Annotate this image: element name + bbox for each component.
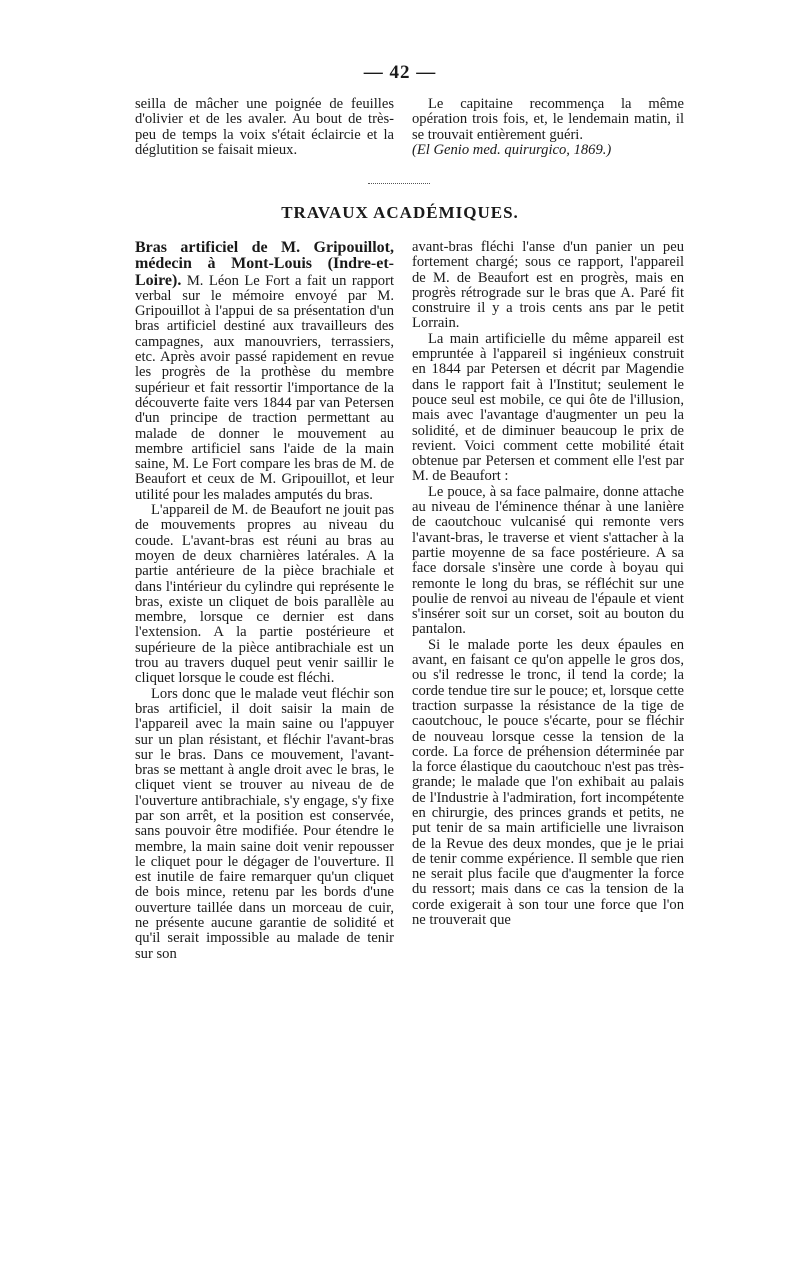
section-title: TRAVAUX ACADÉMIQUES.	[281, 203, 519, 222]
left-paragraph-2: L'appareil de M. de Beaufort ne jouit pas de mouvements propres au niveau du coude. L'avant-bras est réuni au bras au moyen de deux charnières latérales. A la partie antérieure de la pièce brachiale et dans l'intérieur du cylindre qui représente le bras, existe un cliquet de bois parallèle au membre, lorsque ce dernier est dans l'extension. A la partie postérieure et supérieure de la pièce antibrachiale est un trou au travers duquel peut venir saillir le cliquet lorsque le coude est fléchi.	[135, 502, 394, 687]
right-paragraph-3: Le pouce, à sa face palmaire, donne attache au niveau de l'éminence thénar à une lanière de caoutchouc vulcanisé qui remonte vers l'avant-bras, le traverse et vient s'attacher à la partie moyenne de sa face postérieure. A sa face dorsale s'insère une corde à boyau qui remonte le long du bras, se réfléchit sur une poulie de renvoi au niveau de l'épaule et vient s'insérer soit sur un corset, soit au bouton du pantalon.	[412, 483, 684, 638]
right-paragraph-1: avant-bras fléchi l'anse d'un panier un peu fortement chargé; sous ce rapport, l'appareil de M. de Beaufort est en progrès, mais en progrès rétrograde sur le bras que A. Paré fit construire il y a trois cents ans par le petit Lorrain.	[412, 239, 684, 332]
right-paragraph-4: Si le malade porte les deux épaules en avant, en faisant ce qu'on appelle le gros dos, ou s'il redresse le tronc, il tend la corde; la corde tendue tire sur le pouce; et, lorsque cette traction surpasse la résistance de la tige de caoutchouc, le pouce s'écarte, pour se fléchir de nouveau lorsque cesse la tension de la corde. La force de préhension déterminée par la force élastique du caoutchouc n'est pas très-grande; le malade que l'on exhibait au palais de l'Industrie à l'admiration, fort incompétente en chirurgie, des princes grands et petits, ne put tenir de sa main artificielle une livraison de la Revue des deux mondes, que je le priai de tenir comme expérience. Il semble que rien ne serait plus facile que d'augmenter la force du ressort; mais dans ce cas la tension de la corde exigerait à son tour une force que l'on ne trouverait que	[412, 636, 684, 929]
top-left-paragraph: seilla de mâcher une poignée de feuilles d'olivier et de les avaler. Au bout de très-peu de temps la voix s'était éclaircie et la déglutition se faisait mieux.	[135, 96, 394, 158]
left-column	[135, 240, 394, 962]
section-divider	[368, 183, 430, 184]
article-intro-text: M. Léon Le Fort a fait un rapport verbal sur le mémoire envoyé par M. Gripouillot à l'appui de sa présentation d'un bras artificiel destiné aux travailleurs des campagnes, aux manouvriers, terrassiers, etc. Après avoir passé rapidement en revue les progrès de la prothèse du membre supérieur et fait ressortir l'importance de la découverte faite vers 1844 par van Petersen d'un principe de traction permettant au malade de donner le mouvement au membre artificiel sans l'aide de la main saine, M. Le Fort compare les bras de M. de Beaufort et ceux de M. Gripouillot, et leur utilité pour les malades amputés du bras.	[135, 272, 395, 503]
top-left-column	[135, 97, 394, 158]
article-headline: Bras artificiel de M. Gripouillot, médecin à Mont-Louis (Indre-et-Loire).	[135, 239, 394, 289]
right-column	[412, 240, 684, 928]
source-citation: (El Genio med. quirurgico, 1869.)	[412, 141, 612, 158]
top-right-column	[412, 97, 684, 158]
left-paragraph-3: Lors donc que le malade veut fléchir son bras artificiel, il doit saisir la main de l'appareil avec la main saine ou l'appuyer sur un plan résistant, et fléchir l'avant-bras sur le bras. Dans ce mouvement, l'avant-bras se mettant à angle droit avec le bras, le cliquet vient se trouver au niveau de de l'ouverture antibrachiale, s'y engage, s'y fixe par son arrêt, et la position est conservée, sans pouvoir être modifiée. Pour étendre le membre, la main saine doit venir repousser le cliquet pour le dégager de l'ouverture. Il est inutile de faire remarquer qu'un cliquet de bois mince, retenu par les bords d'une ouverture taillée dans un morceau de cuir, ne présente aucune garantie de solidité et qu'il serait impossible au malade de tenir sur son	[135, 685, 394, 962]
page-number: — 42 —	[363, 62, 437, 83]
right-paragraph-2: La main artificielle du même appareil est empruntée à l'appareil si ingénieux construit en 1844 par Petersen et décrit par Magendie dans le rapport fait à l'Institut; seulement le pouce seul est mobile, ce qui ôte de l'illusion, mais avec l'avantage d'augmenter un peu la solidité, et de diminuer beaucoup le prix de revient. Voici comment cette mobilité était obtenue par Petersen et comment elle l'est par M. de Beaufort :	[412, 330, 684, 485]
article-intro	[135, 240, 394, 503]
top-right-paragraph: Le capitaine recommença la même opération trois fois, et, le lendemain matin, il se trouvait entièrement guéri.	[412, 96, 684, 143]
